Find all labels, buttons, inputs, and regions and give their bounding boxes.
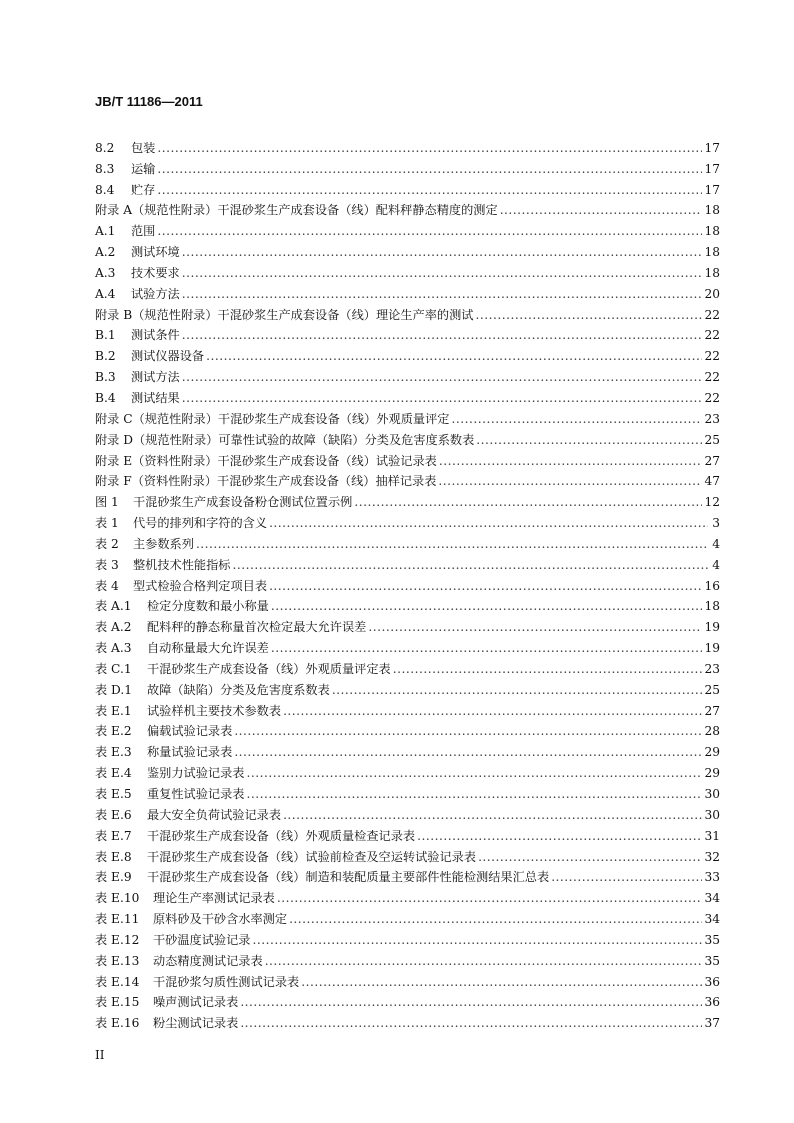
toc-entry-page: 17 [704,161,720,176]
dot-leader [478,850,702,864]
toc-entry[interactable] [95,447,720,468]
toc-entry[interactable] [95,1009,720,1030]
toc-entry-number: 表 A.1 [95,599,132,614]
dot-leader [269,579,702,593]
toc-entry-title: 试验样机主要技术参数表 [147,703,282,718]
toc-entry-number: A.4 [95,286,116,301]
dot-leader [157,183,702,197]
dot-leader [476,433,702,447]
toc-entry-page: 3 [712,516,720,531]
toc-entry-page: 25 [704,682,720,697]
page-number: II [95,1048,105,1062]
toc-entry[interactable] [95,968,720,989]
toc-entry-page: 18 [704,224,720,239]
toc-entry-number: 表 E.3 [95,745,132,760]
dot-leader [551,870,702,884]
dot-leader [247,766,703,780]
dot-leader [500,203,703,217]
toc-entry-page: 18 [704,599,720,614]
dot-leader [368,620,702,634]
toc-entry[interactable] [95,197,720,218]
dot-leader [196,537,708,551]
toc-entry-page: 34 [704,912,720,927]
toc-entry-page: 33 [704,870,720,885]
toc-entry-page: 29 [704,766,720,781]
toc-entry-title: 干砂温度试验记录 [153,932,251,947]
toc-entry-page: 17 [704,182,720,197]
toc-entry-page: 37 [704,1016,720,1031]
toc-entry-title: 理论生产率测试记录表 [153,891,275,906]
toc-entry-page: 36 [704,995,720,1010]
toc-entry[interactable] [95,822,720,843]
toc-entry-title: 试验方法 [131,286,180,301]
toc-entry-title: 测试环境 [131,245,180,260]
toc-entry-page: 19 [704,620,720,635]
dot-leader [265,954,703,968]
document-code: JB/T 11186—2011 [95,94,203,109]
dot-leader [277,891,703,905]
toc-entry[interactable] [95,176,720,197]
toc-entry-number: 图 1 [95,495,119,510]
toc-entry-page: 17 [704,140,720,155]
dot-leader [234,724,702,738]
dot-leader [283,808,702,822]
toc-entry-title: 噪声测试记录表 [153,995,239,1010]
dot-leader [271,641,703,655]
toc-entry-number: 表 E.6 [95,807,132,822]
toc-entry-title: 附录 D（规范性附录）可靠性试验的故障（缺陷）分类及危害度系数表 [95,432,475,447]
toc-entry[interactable] [95,738,720,759]
toc-entry-number: B.2 [95,349,116,364]
toc-entry-number: 表 E.14 [95,974,140,989]
toc-entry-page: 18 [704,245,720,260]
dot-leader [439,454,703,468]
dot-leader [253,933,703,947]
toc-entry-page: 18 [704,203,720,218]
toc-entry-number: 表 A.3 [95,641,132,656]
toc-entry-number: 表 1 [95,516,119,531]
toc-entry[interactable] [95,780,720,801]
toc-entry-title: 偏载试验记录表 [147,724,233,739]
toc-entry-page: 36 [704,974,720,989]
dot-leader [475,308,702,322]
toc-entry[interactable] [95,426,720,447]
dot-leader [240,995,702,1009]
toc-entry-number: 表 E.15 [95,995,140,1010]
toc-entry-page: 27 [704,703,720,718]
toc-entry-title: 动态精度测试记录表 [153,953,263,968]
toc-entry-page: 28 [704,724,720,739]
toc-entry[interactable] [95,718,720,739]
toc-entry-number: 表 D.1 [95,682,133,697]
toc-entry[interactable] [95,655,720,676]
dot-leader [417,829,702,843]
toc-entry-title: 测试方法 [131,370,180,385]
toc-entry[interactable] [95,634,720,655]
dot-leader [283,704,702,718]
toc-entry-title: 附录 E（资料性附录）干混砂浆生产成套设备（线）试验记录表 [95,453,437,468]
toc-entry-title: 干混砂浆匀质性测试记录表 [153,974,300,989]
dot-leader [182,370,703,384]
toc-entry[interactable] [95,759,720,780]
toc-entry[interactable] [95,280,720,301]
toc-entry-title: 故障（缺陷）分类及危害度系数表 [147,682,330,697]
dot-leader [157,141,702,155]
toc-entry[interactable] [95,301,720,322]
toc-entry-number: 表 E.11 [95,912,140,927]
toc-entry-number: B.4 [95,390,116,405]
toc-entry-page: 47 [704,474,720,489]
toc-entry-number: 表 E.13 [95,953,140,968]
toc-entry-title: 范围 [131,224,156,239]
toc-entry-number: B.1 [95,328,116,343]
toc-entry-page: 18 [704,265,720,280]
toc-entry-number: A.3 [95,265,116,280]
toc-entry-title: 干混砂浆生产成套设备（线）外观质量评定表 [147,661,391,676]
toc-entry[interactable] [95,613,720,634]
toc-entry[interactable] [95,864,720,885]
toc-entry-title: 测试条件 [131,328,180,343]
toc-entry[interactable] [95,905,720,926]
toc-entry-number: 8.3 [95,161,115,176]
toc-entry-page: 25 [704,432,720,447]
toc-entry[interactable] [95,259,720,280]
dot-leader [182,287,703,301]
toc-entry-page: 16 [704,578,720,593]
toc-entry[interactable] [95,134,720,155]
dot-leader [240,1016,702,1030]
toc-entry-title: 附录 B（规范性附录）干混砂浆生产成套设备（线）理论生产率的测试 [95,307,474,322]
dot-leader [182,391,703,405]
toc-entry-number: 表 E.1 [95,703,132,718]
toc-entry[interactable] [95,384,720,405]
toc-entry-number: 表 2 [95,536,119,551]
toc-entry-title: 技术要求 [131,265,180,280]
toc-entry-number: 表 E.9 [95,870,132,885]
dot-leader [301,975,702,989]
toc-entry-title: 最大安全负荷试验记录表 [147,807,282,822]
toc-entry-number: A.1 [95,224,116,239]
toc-entry[interactable] [95,697,720,718]
toc-entry-title: 称量试验记录表 [147,745,233,760]
dot-leader [157,162,702,176]
toc-entry[interactable] [95,676,720,697]
toc-entry-title: 主参数系列 [133,536,194,551]
toc-entry[interactable] [95,572,720,593]
toc-entry-title: 检定分度数和最小称量 [147,599,269,614]
toc-entry[interactable] [95,488,720,509]
toc-entry-title: 干混砂浆生产成套设备（线）试验前检查及空运转试验记录表 [147,849,477,864]
toc-entry-page: 4 [712,557,720,572]
toc-entry[interactable] [95,342,720,363]
toc-entry[interactable] [95,155,720,176]
toc-entry-title: 自动称量最大允许误差 [147,641,269,656]
toc-entry-title: 附录 A（规范性附录）干混砂浆生产成套设备（线）配料秤静态精度的测定 [95,203,498,218]
toc-entry-number: B.3 [95,370,116,385]
dot-leader [289,912,702,926]
toc-entry-page: 19 [704,641,720,656]
toc-entry-page: 35 [704,932,720,947]
toc-entry-title: 重复性试验记录表 [147,787,245,801]
toc-entry-page: 23 [704,411,720,426]
toc-entry-title: 干混砂浆生产成套设备粉仓测试位置示例 [133,495,353,510]
toc-entry-page: 34 [704,891,720,906]
toc-entry-page: 23 [704,661,720,676]
toc-entry-page: 22 [704,349,720,364]
toc-entry-page: 30 [704,807,720,822]
toc-entry-page: 22 [704,328,720,343]
toc-entry-page: 12 [704,495,720,510]
toc-entry[interactable] [95,843,720,864]
toc-entry-title: 型式检验合格判定项目表 [133,578,268,593]
toc-entry-title: 附录 F（资料性附录）干混砂浆生产成套设备（线）抽样记录表 [95,474,437,489]
dot-leader [438,474,702,488]
toc-entry-number: 表 A.2 [95,620,132,635]
toc-entry-title: 测试仪器设备 [131,349,205,364]
toc-entry-page: 27 [704,453,720,468]
toc-entry[interactable] [95,926,720,947]
toc-entry-number: 表 E.16 [95,1016,140,1031]
toc-entry-title: 附录 C（规范性附录）干混砂浆生产成套设备（线）外观质量评定 [95,411,450,426]
dot-leader [234,745,702,759]
toc-entry-number: 8.2 [95,140,115,155]
dot-leader [269,516,708,530]
dot-leader [182,328,703,342]
toc-entry-title: 原料砂及干砂含水率测定 [153,912,288,927]
toc-entry[interactable] [95,363,720,384]
toc-entry[interactable] [95,322,720,343]
toc-entry[interactable] [95,238,720,259]
toc-entry-page: 22 [704,307,720,322]
toc-entry-number: 表 E.8 [95,849,132,864]
toc-entry-number: 表 4 [95,578,119,593]
dot-leader [393,662,703,676]
toc-entry-number: 表 C.1 [95,661,132,676]
toc-entry-title: 整机技术性能指标 [133,557,231,572]
toc-entry[interactable] [95,551,720,572]
table-of-contents [95,134,720,1030]
toc-entry-number: 表 3 [95,557,119,572]
toc-entry[interactable] [95,593,720,614]
toc-entry-number: 表 E.2 [95,724,132,739]
toc-entry-title: 配料秤的静态称量首次检定最大允许误差 [147,620,367,635]
toc-entry-page: 29 [704,745,720,760]
toc-entry-page: 22 [704,390,720,405]
dot-leader [182,245,703,259]
dot-leader [182,266,703,280]
toc-entry-title: 干混砂浆生产成套设备（线）外观质量检查记录表 [147,828,416,843]
dot-leader [233,558,709,572]
dot-leader [332,683,703,697]
toc-entry-title: 运输 [131,161,156,176]
dot-leader [247,787,703,801]
toc-entry[interactable] [95,509,720,530]
toc-entry-page: 35 [704,953,720,968]
toc-entry-number: 表 E.5 [95,787,132,801]
toc-entry[interactable] [95,884,720,905]
toc-entry-title: 干混砂浆生产成套设备（线）制造和装配质量主要部件性能检测结果汇总表 [147,870,550,885]
toc-entry[interactable] [95,530,720,551]
dot-leader [157,224,702,238]
toc-entry-number: 表 E.12 [95,932,140,947]
toc-entry-number: 表 E.4 [95,766,132,781]
toc-entry-page: 31 [704,828,720,843]
toc-entry[interactable] [95,989,720,1010]
toc-entry-title: 粉尘测试记录表 [153,1016,239,1031]
toc-entry-number: A.2 [95,245,116,260]
toc-entry-number: 表 E.10 [95,891,140,906]
dot-leader [354,495,702,509]
dot-leader [206,349,702,363]
toc-entry-page: 4 [712,536,720,551]
dot-leader [451,412,702,426]
toc-entry-number: 表 E.7 [95,828,132,843]
toc-entry-number: 8.4 [95,182,115,197]
toc-entry-title: 贮存 [131,182,156,197]
toc-entry-page: 32 [704,849,720,864]
toc-entry-page: 22 [704,370,720,385]
dot-leader [271,599,703,613]
toc-entry[interactable] [95,801,720,822]
toc-entry-title: 鉴别力试验记录表 [147,766,245,781]
toc-entry-title: 代号的排列和字符的含义 [133,516,268,531]
toc-entry-title: 测试结果 [131,390,180,405]
toc-entry[interactable] [95,405,720,426]
toc-entry-page: 20 [704,286,720,301]
toc-entry[interactable] [95,947,720,968]
toc-entry[interactable] [95,468,720,489]
toc-entry-title: 包装 [131,140,156,155]
toc-entry[interactable] [95,217,720,238]
toc-entry-page: 30 [704,787,720,801]
